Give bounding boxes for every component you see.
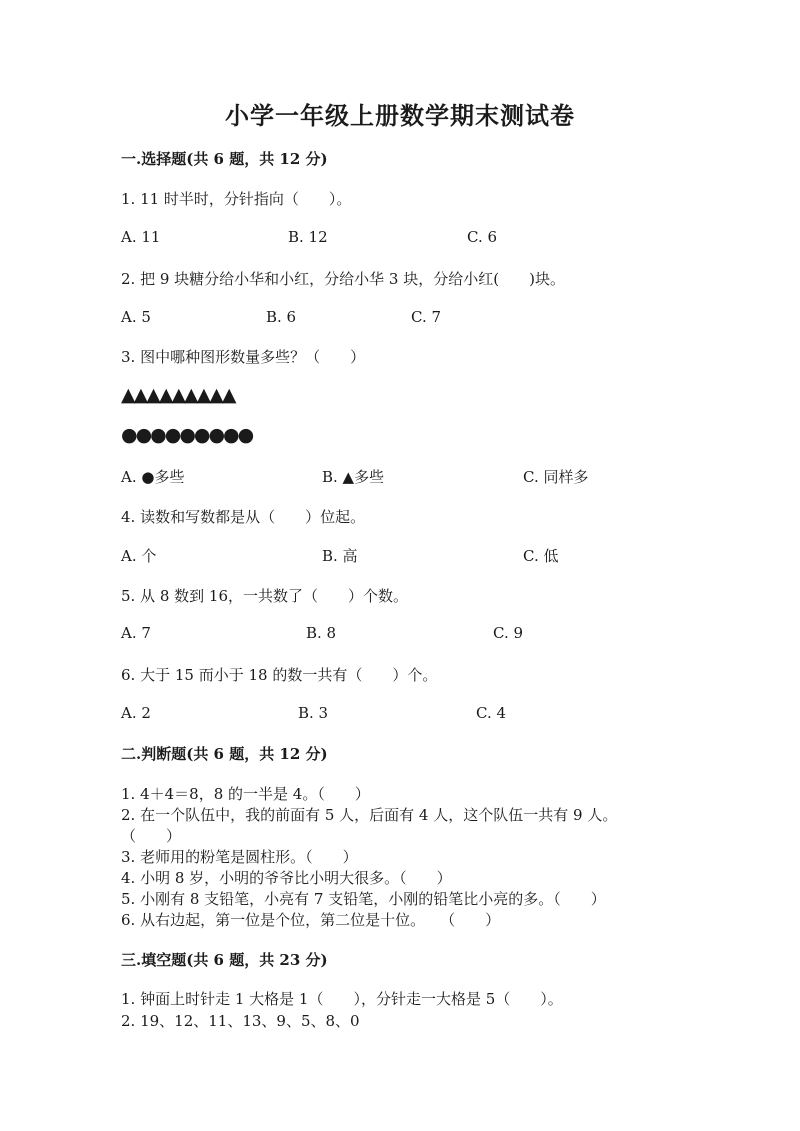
q5-option-c: C. 9 (493, 624, 524, 642)
q1-option-b: B. 12 (288, 228, 328, 246)
q1-option-a: A. 11 (121, 228, 161, 246)
q4-option-b: B. 高 (322, 547, 358, 565)
q6-option-c: C. 4 (476, 704, 507, 722)
q2-option-a: A. 5 (121, 308, 151, 326)
q2-option-c: C. 7 (411, 308, 442, 326)
page-title: 小学一年级上册数学期末测试卷 (225, 101, 575, 130)
question-3: 3. 图中哪种图形数量多些？（ ） (121, 348, 366, 366)
question-2: 2. 把 9 块糖分给小华和小红，分给小华 3 块，分给小红( )块。 (121, 270, 565, 288)
tf-statement-2-bracket: （ ） (121, 827, 182, 845)
q3-option-b: B. ▲多些 (322, 468, 385, 486)
q5-option-b: B. 8 (306, 624, 337, 642)
section-heading-choice: 一.选择题(共 6 题，共 12 分) (121, 150, 328, 168)
tf-statement-1: 1. 4＋4＝8，8 的一半是 4。（ ） (121, 785, 370, 803)
q5-option-a: A. 7 (121, 624, 151, 642)
circle-shapes-row: ●●●●●●●●● (121, 424, 253, 446)
tf-statement-3: 3. 老师用的粉笔是圆柱形。（ ） (121, 848, 358, 866)
q6-option-a: A. 2 (121, 704, 151, 722)
question-1: 1. 11 时半时，分针指向（ ）。 (121, 190, 352, 208)
q4-option-a: A. 个 (121, 547, 157, 565)
triangle-shapes-row: ▲▲▲▲▲▲▲▲▲ (121, 384, 235, 406)
q3-option-a: A. ●多些 (121, 468, 185, 486)
section-heading-true-false: 二.判断题(共 6 题，共 12 分) (121, 745, 328, 763)
q3-option-c: C. 同样多 (523, 468, 589, 486)
q1-option-c: C. 6 (467, 228, 498, 246)
section-heading-fill-blank: 三.填空题(共 6 题，共 23 分) (121, 951, 328, 969)
q6-option-b: B. 3 (298, 704, 329, 722)
tf-statement-6: 6. 从右边起，第一位是个位，第二位是十位。 （ ） (121, 911, 501, 929)
fill-question-2: 2. 19、12、11、13、9、5、8、0 (121, 1012, 360, 1030)
fill-question-1: 1. 钟面上时针走 1 大格是 1（ ），分针走一大格是 5（ ）。 (121, 990, 563, 1008)
question-5: 5. 从 8 数到 16，一共数了（ ）个数。 (121, 587, 409, 605)
question-6: 6. 大于 15 而小于 18 的数一共有（ ）个。 (121, 666, 438, 684)
q4-option-c: C. 低 (523, 547, 559, 565)
tf-statement-5: 5. 小刚有 8 支铅笔，小亮有 7 支铅笔，小刚的铅笔比小亮的多。（ ） (121, 890, 606, 908)
question-4: 4. 读数和写数都是从（ ）位起。 (121, 508, 366, 526)
q2-option-b: B. 6 (266, 308, 297, 326)
tf-statement-2: 2. 在一个队伍中，我的前面有 5 人，后面有 4 人，这个队伍一共有 9 人。 (121, 806, 618, 824)
tf-statement-4: 4. 小明 8 岁，小明的爷爷比小明大很多。（ ） (121, 869, 452, 887)
